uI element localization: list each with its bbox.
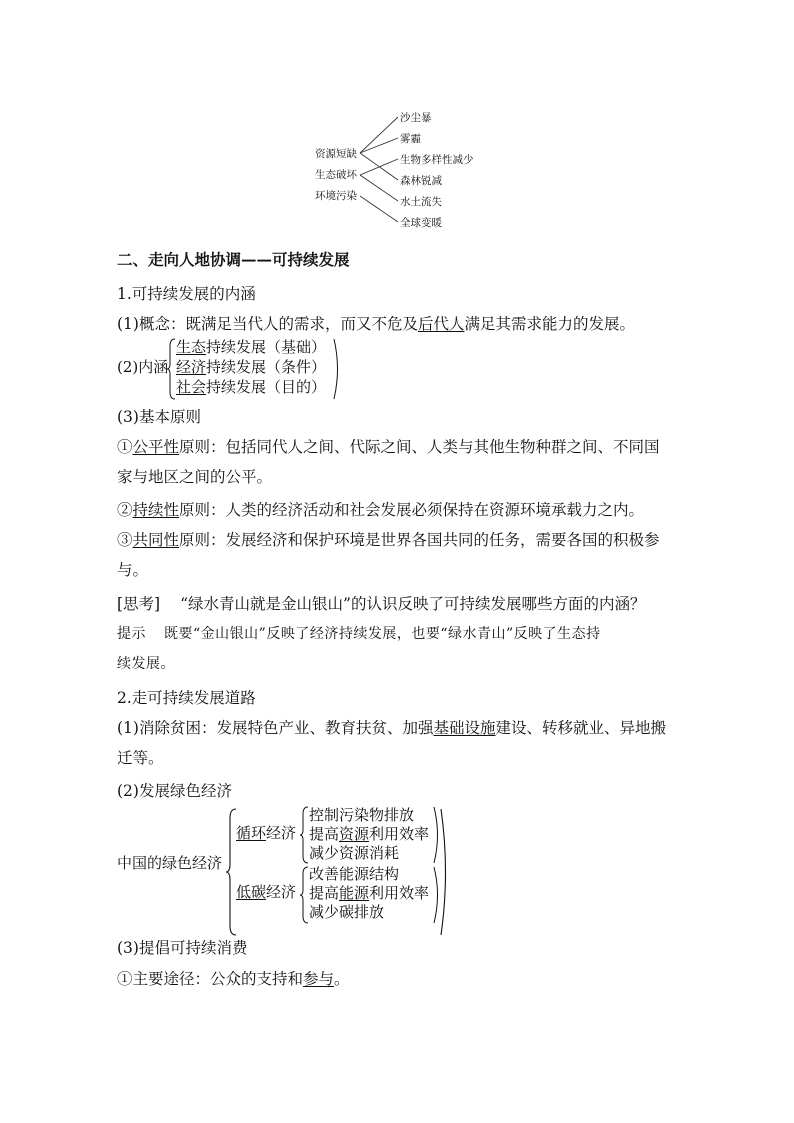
section-title: 二、走向人地协调——可持续发展 <box>117 250 350 269</box>
effect-deforestation: 森林锐减 <box>400 175 442 187</box>
connotation-ecology: 生态持续发展（基础） <box>176 338 327 356</box>
right-paren <box>333 338 343 400</box>
think-question: [思考] “绿水青山就是金山银山”的认识反映了可持续发展哪些方面的内涵？ <box>117 595 646 613</box>
consumption-path: ①主要途径：公众的支持和参与。 <box>117 970 350 988</box>
lowcarbon-item-energy-efficiency: 提高能源利用效率 <box>309 884 430 902</box>
answer-future-generations: 后代人 <box>417 315 465 333</box>
lowcarbon-right-paren <box>433 866 443 924</box>
circular-right-paren <box>433 806 443 864</box>
s1-heading: 1.可持续发展的内涵 <box>117 285 256 303</box>
poverty-line: (1)消除贫困：发展特色产业、教育扶贫、加强基础设施建设、转移就业、异地搬 <box>117 719 666 737</box>
diagram-connector-lines <box>0 0 794 240</box>
effect-sandstorm: 沙尘暴 <box>400 112 432 124</box>
lowcarbon-item-carbon: 减少碳排放 <box>309 903 385 921</box>
green-heading: (2)发展绿色经济 <box>117 782 232 800</box>
cause-ecological-damage: 生态破坏 <box>315 169 357 181</box>
cause-resource-shortage: 资源短缺 <box>315 148 357 160</box>
lowcarbon-item-energy-structure: 改善能源结构 <box>309 865 400 883</box>
principle-fairness: ①公平性原则：包括同代人之间、代际之间、人类与其他生物种群之间、不同国 <box>117 438 660 456</box>
connotation-economy: 经济持续发展（条件） <box>176 358 327 376</box>
consumption-heading: (3)提倡可持续消费 <box>117 939 248 957</box>
hint-answer-cont: 续发展。 <box>117 656 175 672</box>
effect-global-warming: 全球变暖 <box>400 217 442 229</box>
circular-economy-label: 循环经济 <box>236 824 297 842</box>
circular-item-resource-efficiency: 提高资源利用效率 <box>309 825 430 843</box>
principle-commonality: ③共同性原则：发展经济和保护环境是世界各国共同的任务，需要各国的积极参 <box>117 531 660 549</box>
principle-fairness-cont: 家与地区之间的公平。 <box>117 468 273 486</box>
connotation-society: 社会持续发展（目的） <box>176 378 327 396</box>
green-root-label: 中国的绿色经济 <box>117 854 223 872</box>
principle-sustainability: ②持续性原则：人类的经济活动和社会发展必须保持在资源环境承载力之内。 <box>117 501 645 519</box>
poverty-line-cont: 迁等。 <box>117 749 164 767</box>
effect-biodiversity-loss: 生物多样性减少 <box>400 154 474 166</box>
circular-item-consumption: 减少资源消耗 <box>309 844 400 862</box>
circular-item-pollution: 控制污染物排放 <box>309 806 415 824</box>
lowcarbon-economy-label: 低碳经济 <box>236 883 297 901</box>
effect-haze: 雾霾 <box>400 133 421 145</box>
connotation-label: (2)内涵 <box>117 358 169 376</box>
s2-heading: 2.走可持续发展道路 <box>117 689 256 707</box>
cause-pollution: 环境污染 <box>315 190 357 202</box>
principle-commonality-cont: 与。 <box>117 561 149 579</box>
effect-soil-erosion: 水土流失 <box>400 196 442 208</box>
principles-heading: (3)基本原则 <box>117 408 201 426</box>
hint-answer: 提示 既要“金山银山”反映了经济持续发展，也要“绿水青山”反映了生态持 <box>117 626 601 642</box>
concept-line: (1)概念：既满足当代人的需求，而又不危及后代人满足其需求能力的发展。 <box>117 315 635 333</box>
